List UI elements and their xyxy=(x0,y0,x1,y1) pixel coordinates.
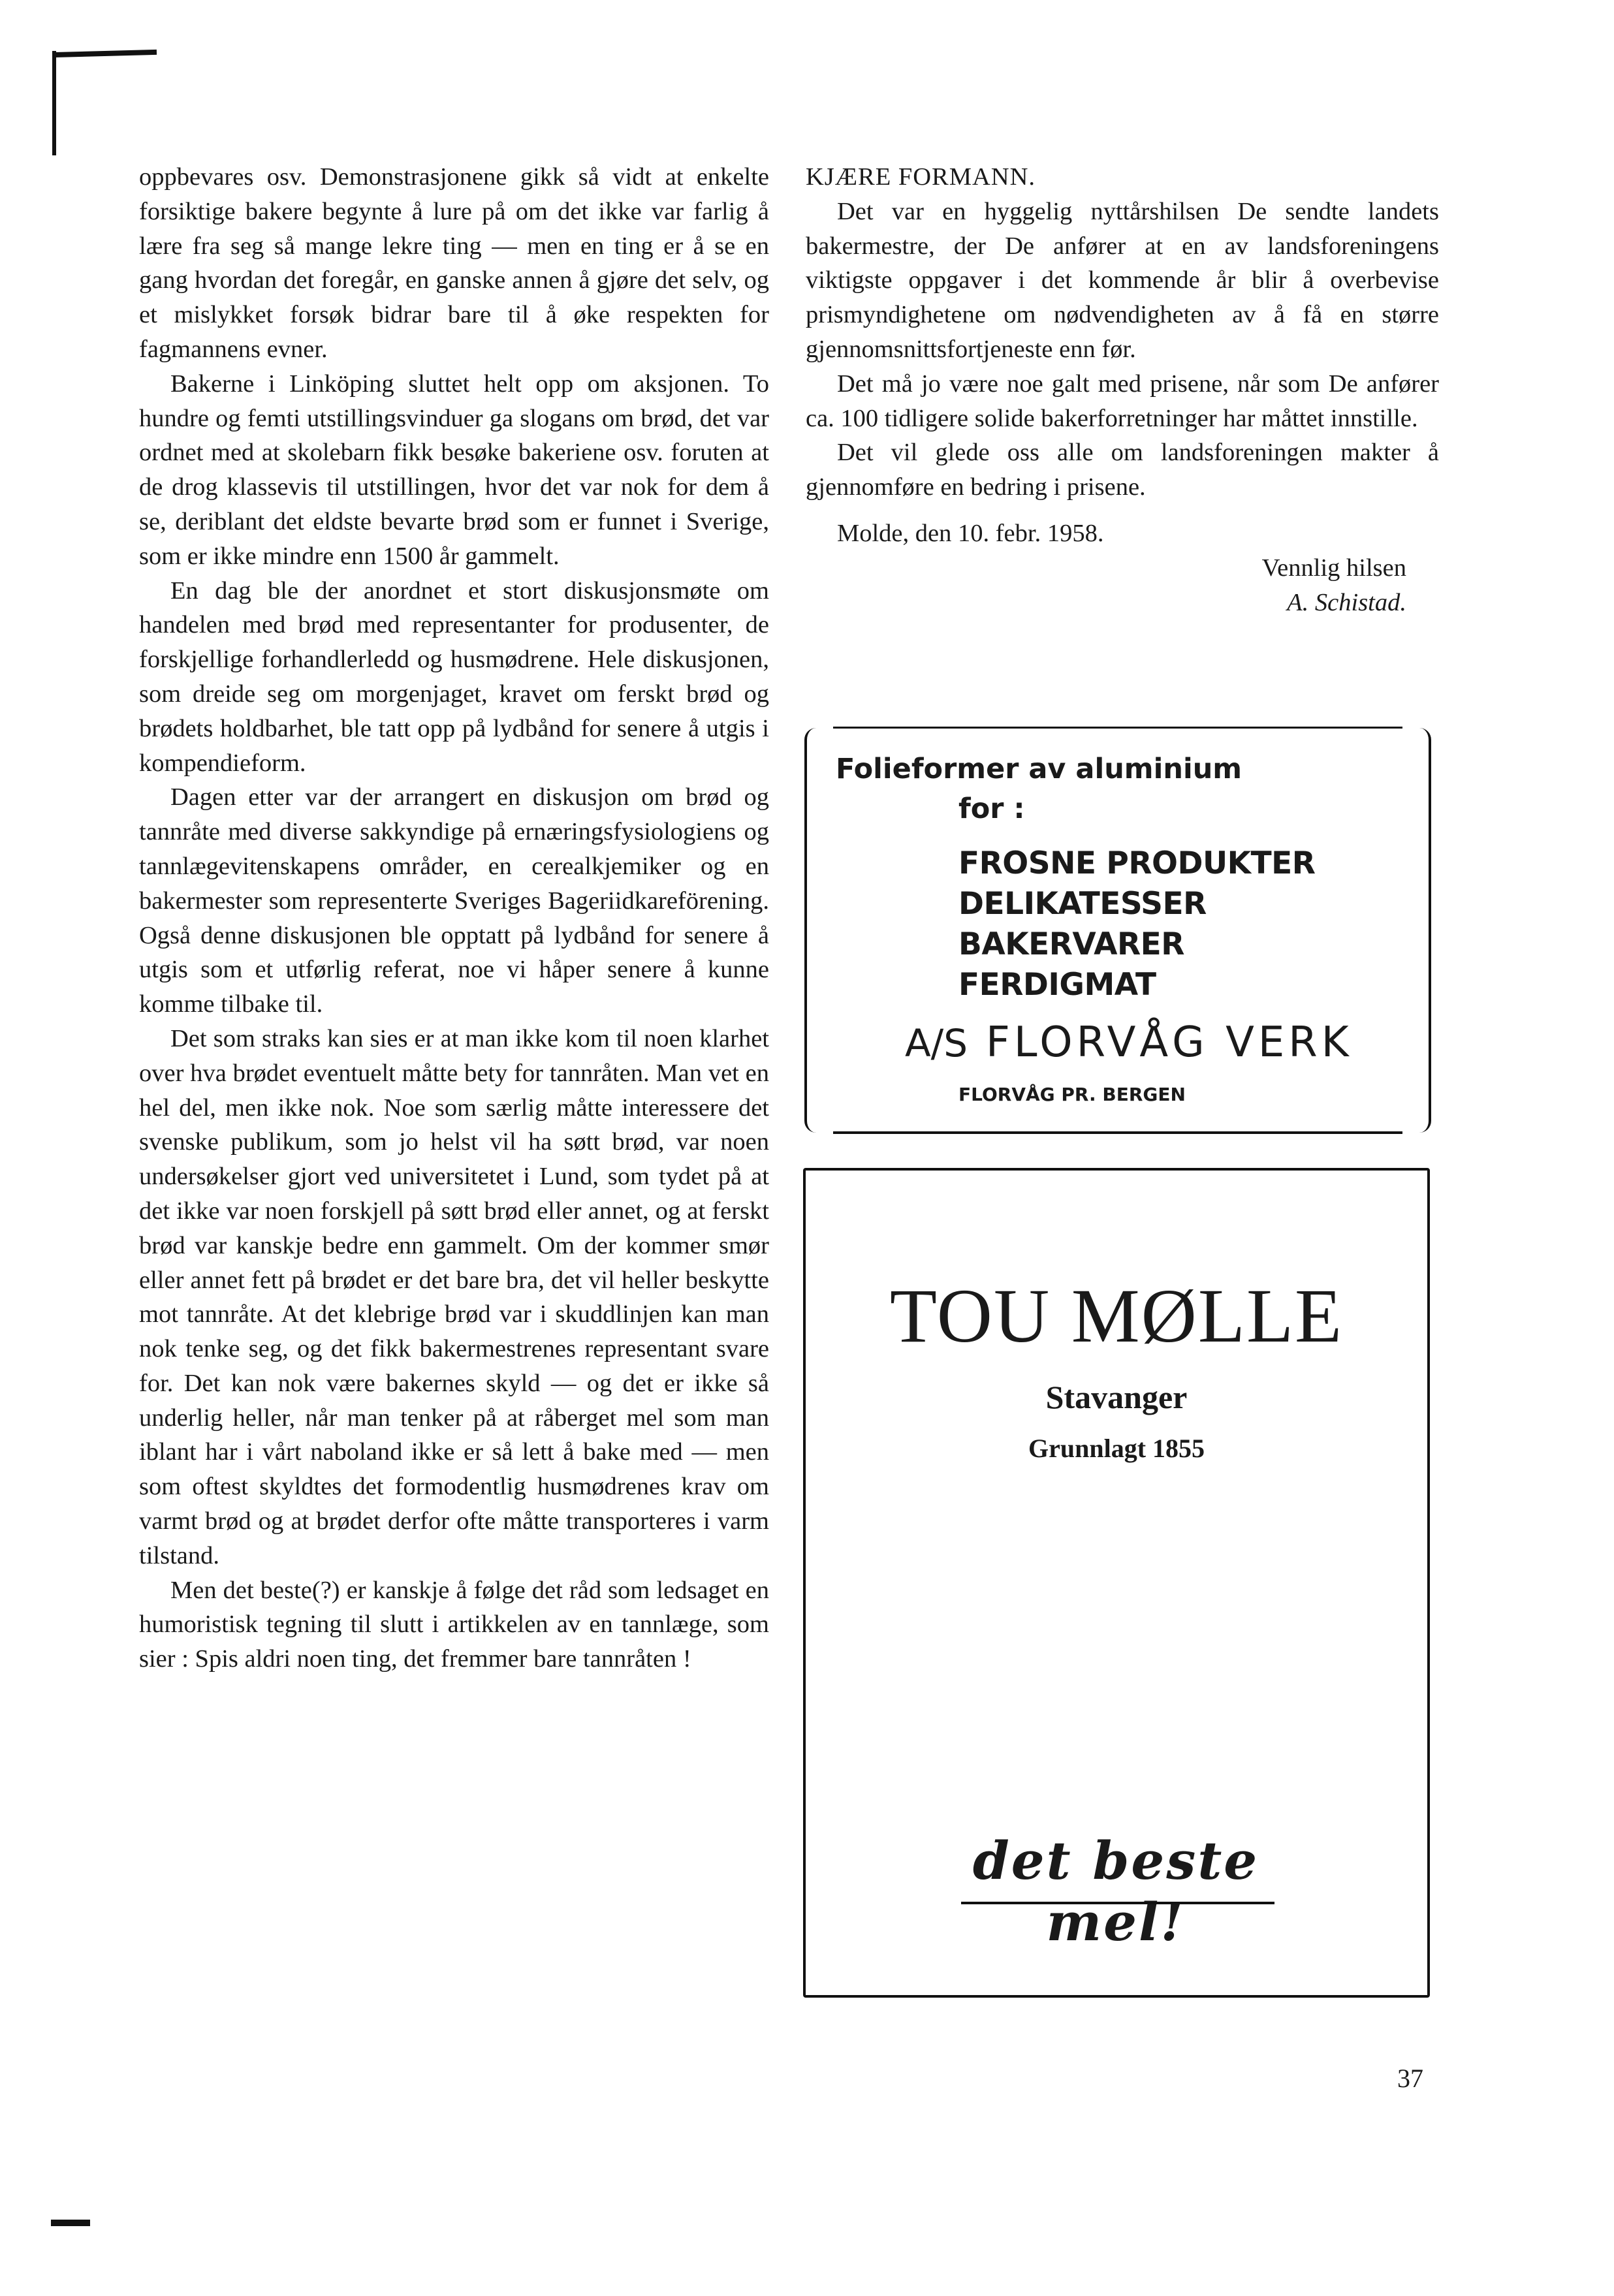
ad-city: Stavanger xyxy=(1045,1379,1188,1415)
ad-slogan-underline xyxy=(961,1902,1274,1904)
ad-product-item: BAKERVARER xyxy=(958,926,1184,962)
ad-company-prefix: A/S xyxy=(905,1021,968,1065)
letter-signature: A. Schistad. xyxy=(1287,588,1406,616)
letter-paragraph: Det vil glede oss alle om landsforeningen makter å gjennomføre en bedring i prisene. xyxy=(806,439,1439,501)
article-paragraph: Men det beste(?) er kanskje å følge det råd som ledsaget en humoristisk tegning til slutt i artikkelen av en tannlæge, som sier : Spis aldri noen ting, det fremmer bare tannråten ! xyxy=(139,1576,769,1673)
ad-headline: Folieformer av aluminium xyxy=(836,753,1242,785)
letter-closing: Vennlig hilsen xyxy=(1261,554,1406,582)
article-paragraph: Bakerne i Linköping sluttet helt opp om aksjonen. To hundre og femti utstillingsvinduer ga slogans om brød, det var ordnet med at skolebarn fikk besøke bakeriene osv. foruten at de drog klassevis til utstillingen, hvor det var nok for dem å se, deriblant det eldste bevarte brød som er funnet i Sverige, som er ikke mindre enn 1500 år gammelt. xyxy=(139,370,769,570)
letter-paragraph: Det må jo være noe galt med prisene, når som De anfører ca. 100 tidligere solide bakerforretninger har måttet innstille. xyxy=(806,370,1439,432)
ad-product-item: FROSNE PRODUKTER xyxy=(958,845,1316,881)
florvag-advertisement xyxy=(804,728,1431,1133)
letter-paragraph: Det var en hyggelig nyttårshilsen De sendte landets bakermestre, der De anfører at en av landsforeningens viktigste oppgaver i det kommende år blir å overbevise prismyndighetene om nødvendigheten av å få en større gjennomsnittsfortjeneste enn før. xyxy=(806,197,1439,363)
article-column xyxy=(139,160,769,1676)
ad-product-item: DELIKATESSER xyxy=(958,886,1207,922)
ad-company-name xyxy=(905,1018,1353,1067)
scan-corner-mark-top xyxy=(52,50,157,57)
ad-title: TOU MØLLE xyxy=(889,1273,1344,1359)
article-paragraph: oppbevares osv. Demonstrasjonene gikk så vidt at enkelte forsiktige bakere begynte å lure på om det ikke var farlig å lære fra seg så mange lekre ting — men en ting er å se en gang hvordan det foregår, en ganske annen å gjøre det selv, og et mislykket forsøk bidrar bare til å øke respekten for fagmannens evner. xyxy=(139,163,769,363)
scan-corner-mark-left xyxy=(52,51,56,155)
ad-subheadline: for : xyxy=(958,793,1025,825)
ad-bottom-rule xyxy=(833,1131,1402,1134)
ad-company-address: FLORVÅG PR. BERGEN xyxy=(958,1084,1186,1105)
tou-molle-advertisement xyxy=(803,1168,1430,1998)
article-paragraph: En dag ble der anordnet et stort diskusjonsmøte om handelen med brød med representanter for produsenter, de forskjellige forhandlerledd og husmødrene. Hele diskusjonen, som dreide seg om morgenjaget, kravet om ferskt brød og brødets holdbarhet, ble tatt opp på lydbånd for senere å utgis i kompendieform. xyxy=(139,576,769,777)
scan-corner-mark-bottom xyxy=(51,2220,90,2226)
article-paragraph: Dagen etter var der arrangert en diskusjon om brød og tannråte med diverse sakkyndige på ernæringsfysiologiens og tannlægevitenskapens områder, en cerealkjemiker og en bakermester som representerte Sveriges Bageriidkareförening. Også denne diskusjonen ble opptatt på lydbånd for senere å utgis som et utførlig referat, noe vi håper senere å kunne komme tilbake til. xyxy=(139,783,769,1018)
ad-product-item: FERDIGMAT xyxy=(958,967,1156,1003)
ad-top-rule xyxy=(833,727,1402,729)
page-number: 37 xyxy=(1397,2064,1423,2093)
letter-column xyxy=(806,160,1439,620)
letter-heading: KJÆRE FORMANN. xyxy=(806,163,1036,191)
ad-founded: Grunnlagt 1855 xyxy=(1028,1434,1205,1463)
ad-company-text: FLORVÅG VERK xyxy=(986,1018,1353,1067)
article-paragraph: Det som straks kan sies er at man ikke kom til noen klarhet over hva brødet eventuelt måtte bety for tannråten. Man vet en hel del, men ikke nok. Noe som særlig måtte interessere det svenske publikum, som jo helst vil ha søtt brød, var noen undersøkelser gjort ved universitetet i Lund, som tydet på at det ikke var noen forskjell på søtt brød eller annet, og at ferskt brød var kanskje bedre enn gammelt. Om der kommer smør eller annet fett på brødet er det bare bra, det vil heller beskytte mot tannråte. At det klebrige brød var i skuddlinjen kan man nok tenke seg, og det fikk bakermestrenes representant svare for. Det kan nok være bakernes skyld — og det er ikke så underlig heller, når man tenker på at råberget mel som man iblant har i vårt naboland ikke er så lett å bake med — men som oftest skyldtes det formodentlig husmødrenes krav om varmt brød og at brødet derfor ofte måtte transporteres i varm tilstand. xyxy=(139,1024,769,1569)
ad-slogan: det beste mel! xyxy=(972,1830,1259,1953)
letter-date: Molde, den 10. febr. 1958. xyxy=(837,519,1104,547)
